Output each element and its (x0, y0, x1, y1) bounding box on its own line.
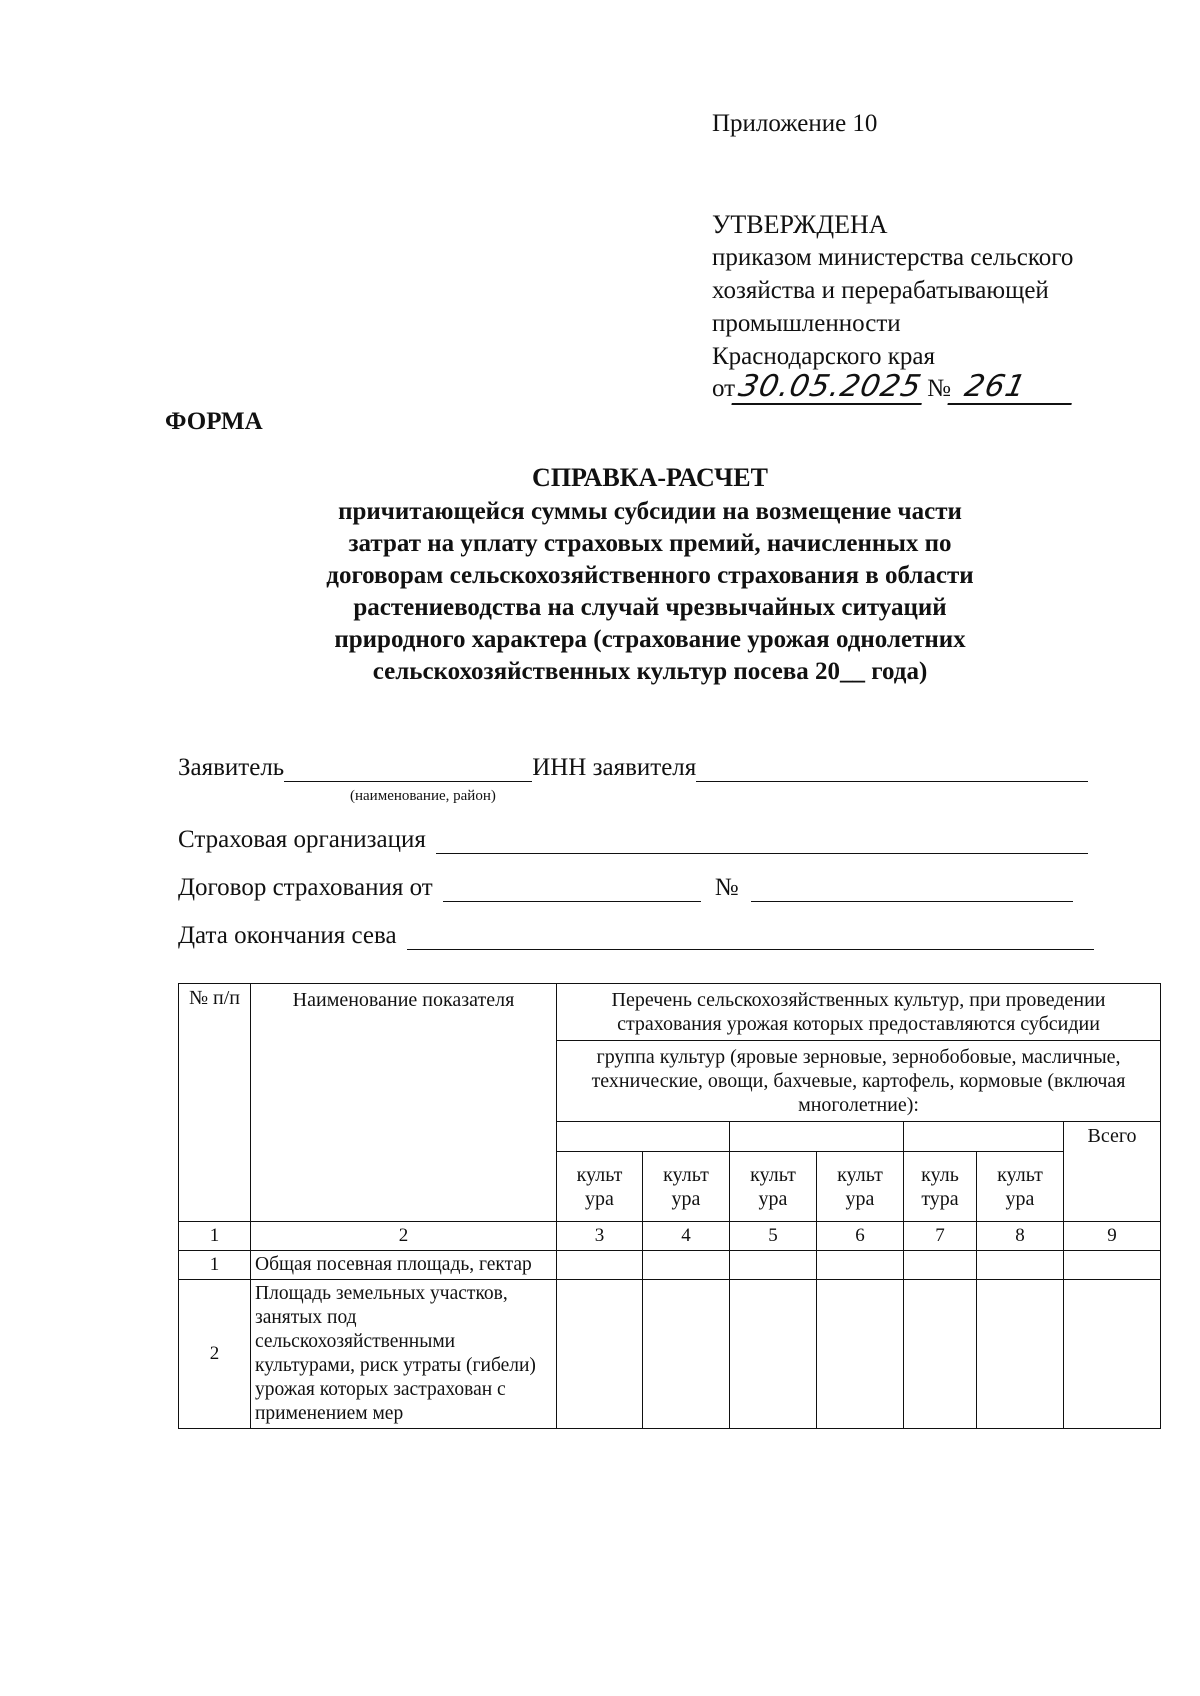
col-number-2: 2 (251, 1222, 557, 1251)
order-number-handwritten: 261 (947, 371, 1078, 405)
contract-date-field[interactable] (443, 877, 701, 902)
data-cell[interactable] (557, 1280, 643, 1429)
approval-line-1: приказом министерства сельского (712, 244, 1074, 271)
title-line-5: природного характера (страхование урожая однолетних (334, 626, 966, 653)
crop-header-2: культ ура (643, 1152, 730, 1222)
applicant-label: Заявитель (178, 754, 285, 781)
title-line-1: причитающейся суммы субсидии на возмещение части (338, 498, 962, 525)
subgroup-cell-2[interactable] (730, 1122, 904, 1152)
data-cell[interactable] (730, 1251, 817, 1280)
inn-label: ИНН заявителя (532, 754, 697, 781)
form-label: ФОРМА (165, 408, 263, 435)
appendix-number: Приложение 10 (712, 110, 878, 137)
table-row (179, 1251, 1161, 1280)
crop-header-4: культ ура (817, 1152, 904, 1222)
col-number-8: 8 (977, 1222, 1064, 1251)
data-cell[interactable] (1064, 1251, 1161, 1280)
applicant-row (178, 754, 1088, 782)
row-number: 1 (179, 1251, 251, 1280)
approved-stamp: УТВЕРЖДЕНА (712, 210, 888, 239)
contract-label: Договор страхования от (178, 874, 433, 901)
inn-field[interactable] (696, 757, 1088, 782)
row-number: 2 (179, 1280, 251, 1429)
contract-number-label: № (714, 874, 739, 901)
subgroup-cell-1[interactable] (557, 1122, 730, 1152)
col-number-5: 5 (730, 1222, 817, 1251)
title-line-6: сельскохозяйственных культур посева 20__ года) (372, 658, 928, 685)
col-number-9: 9 (1064, 1222, 1161, 1251)
data-cell[interactable] (904, 1251, 977, 1280)
crop-header-5: куль тура (904, 1152, 977, 1222)
row-label: Площадь земельных участков, занятых под сельскохозяйственными культурами, риск утраты (гибели) урожая которых застрахован с применением мер (251, 1280, 557, 1429)
subgroup-cell-3[interactable] (904, 1122, 1064, 1152)
contract-number-field[interactable] (751, 877, 1073, 902)
table-row (179, 1280, 1161, 1429)
data-cell[interactable] (817, 1280, 904, 1429)
col-number-3: 3 (557, 1222, 643, 1251)
col-num-header: № п/п (179, 984, 251, 1222)
total-header: Всего (1064, 1122, 1161, 1222)
data-cell[interactable] (643, 1280, 730, 1429)
insurer-field[interactable] (436, 829, 1088, 854)
approval-line-3: промышленности (712, 310, 901, 337)
applicant-hint: (наименование, район) (350, 788, 496, 804)
data-cell[interactable] (904, 1280, 977, 1429)
sowing-end-label: Дата окончания сева (178, 922, 397, 949)
order-prefix: от (712, 375, 736, 402)
data-cell[interactable] (977, 1280, 1064, 1429)
contract-row (178, 874, 1073, 902)
approval-line-4: Краснодарского края (712, 343, 935, 370)
title-main: СПРАВКА-РАСЧЕТ (532, 463, 768, 492)
title-line-4: растениеводства на случай чрезвычайных ситуаций (353, 594, 947, 621)
sowing-end-field[interactable] (407, 925, 1094, 950)
col-number-4: 4 (643, 1222, 730, 1251)
title-line-2: затрат на уплату страховых премий, начисленных по (348, 530, 952, 557)
crop-header-6: культ ура (977, 1152, 1064, 1222)
approval-line-2: хозяйства и перерабатывающей (712, 277, 1049, 304)
data-cell[interactable] (817, 1251, 904, 1280)
crop-header-1: культ ура (557, 1152, 643, 1222)
order-number-label: № (927, 375, 951, 402)
title-line-3: договорам сельскохозяйственного страхования в области (326, 562, 974, 589)
column-number-row (179, 1222, 1161, 1251)
applicant-field[interactable] (284, 757, 532, 782)
approval-block (712, 208, 1075, 405)
data-cell[interactable] (557, 1251, 643, 1280)
data-cell[interactable] (977, 1251, 1064, 1280)
col-number-6: 6 (817, 1222, 904, 1251)
data-cell[interactable] (1064, 1280, 1161, 1429)
subsidy-table (178, 983, 1161, 1429)
data-cell[interactable] (730, 1280, 817, 1429)
col-number-7: 7 (904, 1222, 977, 1251)
document-title (200, 462, 1100, 688)
crop-header-3: культ ура (730, 1152, 817, 1222)
order-date-handwritten: 30.05.2025 (731, 371, 928, 405)
sowing-end-row (178, 922, 1094, 950)
insurer-label: Страховая организация (178, 826, 426, 853)
insurer-row (178, 826, 1088, 854)
crops-header: Перечень сельскохозяйственных культур, при проведении страхования урожая которых предоставляются субсидии (557, 984, 1161, 1041)
order-row (712, 371, 1075, 405)
col-name-header: Наименование показателя (251, 984, 557, 1222)
data-cell[interactable] (643, 1251, 730, 1280)
row-label: Общая посевная площадь, гектар (251, 1251, 557, 1280)
col-number-1: 1 (179, 1222, 251, 1251)
group-header: группа культур (яровые зерновые, зернобобовые, масличные, технические, овощи, бахчевые, картофель, кормовые (включая многолетние): (557, 1041, 1161, 1122)
